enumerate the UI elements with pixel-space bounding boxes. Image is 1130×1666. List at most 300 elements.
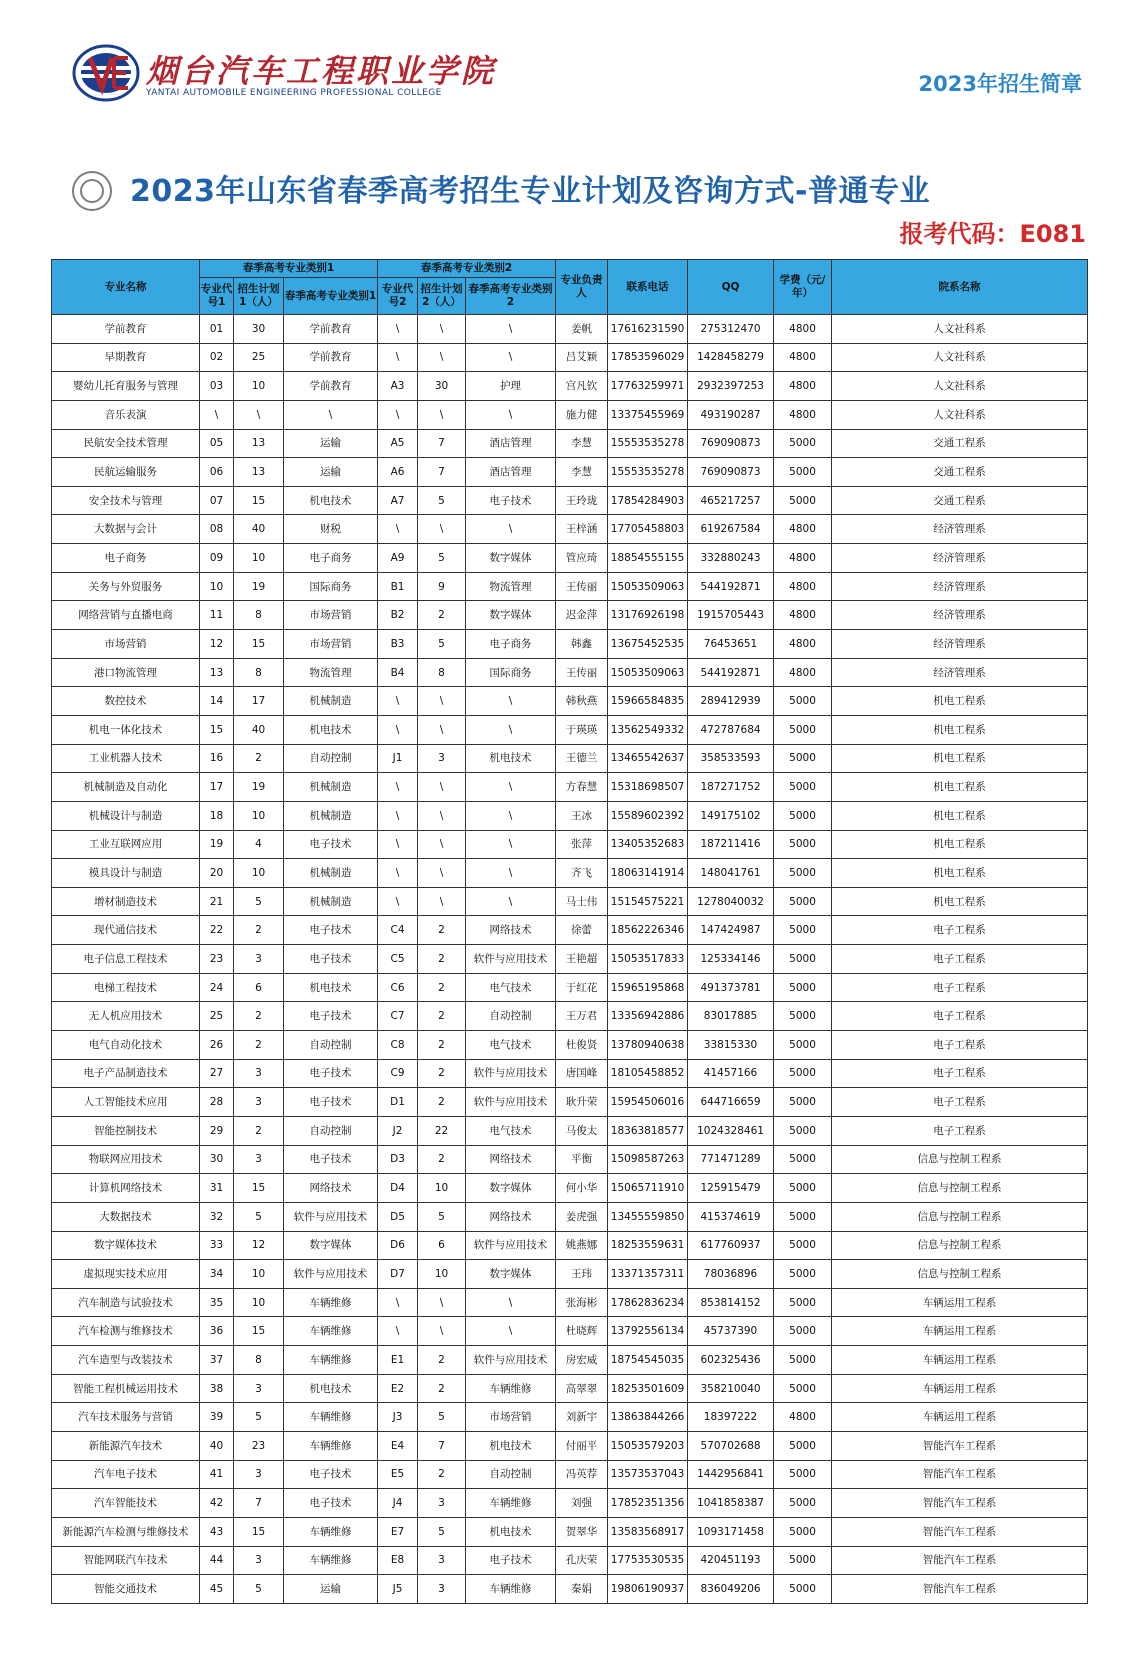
cell-qq: 602325436 bbox=[688, 1346, 774, 1375]
cell-plan2: 5 bbox=[418, 1202, 466, 1231]
cell-major: 物联网应用技术 bbox=[52, 1145, 200, 1174]
cell-cat2: \ bbox=[466, 773, 556, 802]
table-row bbox=[52, 1431, 1088, 1460]
table-row bbox=[52, 1260, 1088, 1289]
cell-code1: 45 bbox=[200, 1575, 234, 1604]
table-row bbox=[52, 1346, 1088, 1375]
cell-major: 电气自动化技术 bbox=[52, 1031, 200, 1060]
cell-phone: 17854284903 bbox=[608, 486, 688, 515]
cell-manager: 王冰 bbox=[556, 801, 608, 830]
cell-plan1: 3 bbox=[234, 1145, 284, 1174]
cell-major: 港口物流管理 bbox=[52, 658, 200, 687]
cell-plan1: 5 bbox=[234, 887, 284, 916]
cell-major: 大数据与会计 bbox=[52, 515, 200, 544]
cell-fee: 5000 bbox=[774, 1002, 832, 1031]
cell-cat2: 国际商务 bbox=[466, 658, 556, 687]
cell-fee: 5000 bbox=[774, 429, 832, 458]
cell-dept: 机电工程系 bbox=[832, 887, 1088, 916]
cell-plan1: 3 bbox=[234, 945, 284, 974]
cell-dept: 信息与控制工程系 bbox=[832, 1260, 1088, 1289]
cell-cat2: 酒店管理 bbox=[466, 429, 556, 458]
cell-cat1: 车辆维修 bbox=[284, 1346, 378, 1375]
cell-phone: 18562226346 bbox=[608, 916, 688, 945]
cell-plan2: \ bbox=[418, 773, 466, 802]
cell-manager: 张萍 bbox=[556, 830, 608, 859]
cell-qq: 1024328461 bbox=[688, 1116, 774, 1145]
cell-code1: 24 bbox=[200, 973, 234, 1002]
cell-fee: 5000 bbox=[774, 887, 832, 916]
cell-cat2: \ bbox=[466, 859, 556, 888]
cell-plan2: 30 bbox=[418, 372, 466, 401]
cell-manager: 耿升荣 bbox=[556, 1088, 608, 1117]
cell-major: 大数据技术 bbox=[52, 1202, 200, 1231]
cell-cat1: 机械制造 bbox=[284, 887, 378, 916]
cell-major: 汽车智能技术 bbox=[52, 1489, 200, 1518]
cell-manager: 韩鑫 bbox=[556, 630, 608, 659]
cell-plan1: 15 bbox=[234, 630, 284, 659]
cell-cat2: 电气技术 bbox=[466, 1031, 556, 1060]
table-row bbox=[52, 1002, 1088, 1031]
cell-phone: 13675452535 bbox=[608, 630, 688, 659]
cell-code2: C5 bbox=[378, 945, 418, 974]
cell-cat1: 车辆维修 bbox=[284, 1517, 378, 1546]
cell-manager: 方春慧 bbox=[556, 773, 608, 802]
cell-qq: 1442956841 bbox=[688, 1460, 774, 1489]
cell-major: 市场营销 bbox=[52, 630, 200, 659]
cell-plan2: 8 bbox=[418, 658, 466, 687]
cell-fee: 5000 bbox=[774, 1431, 832, 1460]
cell-manager: 平衡 bbox=[556, 1145, 608, 1174]
cell-manager: 张海彬 bbox=[556, 1288, 608, 1317]
cell-plan2: 5 bbox=[418, 630, 466, 659]
cell-qq: 836049206 bbox=[688, 1575, 774, 1604]
cell-code1: 03 bbox=[200, 372, 234, 401]
cell-fee: 5000 bbox=[774, 1374, 832, 1403]
cell-phone: 18754545035 bbox=[608, 1346, 688, 1375]
cell-qq: 149175102 bbox=[688, 801, 774, 830]
cell-cat2: 软件与应用技术 bbox=[466, 945, 556, 974]
cell-phone: 13583568917 bbox=[608, 1517, 688, 1546]
cell-cat2: \ bbox=[466, 343, 556, 372]
cell-major: 汽车检测与维修技术 bbox=[52, 1317, 200, 1346]
cell-plan2: 7 bbox=[418, 429, 466, 458]
col-dept-header: 院系名称 bbox=[832, 260, 1088, 315]
cell-qq: 78036896 bbox=[688, 1260, 774, 1289]
cell-phone: 13465542637 bbox=[608, 744, 688, 773]
cell-plan2: 2 bbox=[418, 973, 466, 1002]
cell-code2: \ bbox=[378, 859, 418, 888]
cell-code2: C4 bbox=[378, 916, 418, 945]
cell-phone: 15053517833 bbox=[608, 945, 688, 974]
cell-qq: 619267584 bbox=[688, 515, 774, 544]
cell-major: 无人机应用技术 bbox=[52, 1002, 200, 1031]
cell-code2: E4 bbox=[378, 1431, 418, 1460]
cell-dept: 电子工程系 bbox=[832, 1002, 1088, 1031]
cell-code2: C6 bbox=[378, 973, 418, 1002]
cell-code2: J2 bbox=[378, 1116, 418, 1145]
cell-dept: 经济管理系 bbox=[832, 658, 1088, 687]
cell-plan2: 7 bbox=[418, 1431, 466, 1460]
cell-major: 机电一体化技术 bbox=[52, 715, 200, 744]
table-header-group-row bbox=[52, 260, 1088, 278]
cell-fee: 5000 bbox=[774, 1059, 832, 1088]
cell-qq: 853814152 bbox=[688, 1288, 774, 1317]
brochure-label: 2023年招生简章 bbox=[918, 72, 1082, 96]
cell-dept: 信息与控制工程系 bbox=[832, 1145, 1088, 1174]
cell-dept: 机电工程系 bbox=[832, 687, 1088, 716]
col-code1-header: 专业代号1 bbox=[200, 278, 234, 315]
cell-qq: 420451193 bbox=[688, 1546, 774, 1575]
cell-dept: 信息与控制工程系 bbox=[832, 1202, 1088, 1231]
cell-plan1: 7 bbox=[234, 1489, 284, 1518]
cell-dept: 机电工程系 bbox=[832, 859, 1088, 888]
cell-manager: 王德兰 bbox=[556, 744, 608, 773]
school-name-en: YANTAI AUTOMOBILE ENGINEERING PROFESSIONAL COLLEGE bbox=[146, 88, 442, 98]
cell-manager: 王梓涵 bbox=[556, 515, 608, 544]
cell-fee: 5000 bbox=[774, 1145, 832, 1174]
table-row bbox=[52, 658, 1088, 687]
cell-qq: 125334146 bbox=[688, 945, 774, 974]
cell-plan1: 2 bbox=[234, 1116, 284, 1145]
cell-phone: 17753530535 bbox=[608, 1546, 688, 1575]
cell-code1: 01 bbox=[200, 315, 234, 344]
table-row bbox=[52, 1231, 1088, 1260]
cell-major: 智能交通技术 bbox=[52, 1575, 200, 1604]
cell-fee: 5000 bbox=[774, 830, 832, 859]
cell-major: 虚拟现实技术应用 bbox=[52, 1260, 200, 1289]
cell-cat1: 电子技术 bbox=[284, 945, 378, 974]
cell-plan2: 22 bbox=[418, 1116, 466, 1145]
cell-plan2: 2 bbox=[418, 1031, 466, 1060]
cell-code2: D1 bbox=[378, 1088, 418, 1117]
cell-fee: 5000 bbox=[774, 1575, 832, 1604]
cell-qq: 544192871 bbox=[688, 658, 774, 687]
cell-cat1: 机械制造 bbox=[284, 687, 378, 716]
cell-plan1: 15 bbox=[234, 486, 284, 515]
cell-major: 早期教育 bbox=[52, 343, 200, 372]
cell-phone: 13176926198 bbox=[608, 601, 688, 630]
cell-major: 数控技术 bbox=[52, 687, 200, 716]
table-row bbox=[52, 601, 1088, 630]
cell-code1: 09 bbox=[200, 544, 234, 573]
cell-plan1: 2 bbox=[234, 1002, 284, 1031]
cell-code2: \ bbox=[378, 773, 418, 802]
cell-code2: \ bbox=[378, 515, 418, 544]
cell-cat2: 电子商务 bbox=[466, 630, 556, 659]
cell-fee: 5000 bbox=[774, 486, 832, 515]
cell-code2: B3 bbox=[378, 630, 418, 659]
cell-qq: 1093171458 bbox=[688, 1517, 774, 1546]
cell-plan1: 8 bbox=[234, 658, 284, 687]
cell-plan2: 3 bbox=[418, 1489, 466, 1518]
col-manager-header: 专业负责人 bbox=[556, 260, 608, 315]
cell-manager: 王万君 bbox=[556, 1002, 608, 1031]
table-row bbox=[52, 1546, 1088, 1575]
cell-code1: 41 bbox=[200, 1460, 234, 1489]
cell-cat1: 电子商务 bbox=[284, 544, 378, 573]
cell-cat2: 数字媒体 bbox=[466, 601, 556, 630]
cell-cat1: 电子技术 bbox=[284, 1489, 378, 1518]
cell-plan1: 5 bbox=[234, 1575, 284, 1604]
cell-manager: 管应琦 bbox=[556, 544, 608, 573]
cell-code2: \ bbox=[378, 400, 418, 429]
cell-manager: 宫凡钦 bbox=[556, 372, 608, 401]
cell-fee: 5000 bbox=[774, 1231, 832, 1260]
cell-qq: 187271752 bbox=[688, 773, 774, 802]
cell-cat1: 电子技术 bbox=[284, 1088, 378, 1117]
cell-qq: 465217257 bbox=[688, 486, 774, 515]
cell-cat1: 运输 bbox=[284, 458, 378, 487]
cell-code1: 19 bbox=[200, 830, 234, 859]
cell-plan2: 5 bbox=[418, 486, 466, 515]
cell-phone: 17852351356 bbox=[608, 1489, 688, 1518]
cell-major: 电子产品制造技术 bbox=[52, 1059, 200, 1088]
cell-phone: 15098587263 bbox=[608, 1145, 688, 1174]
cell-cat1: 车辆维修 bbox=[284, 1288, 378, 1317]
cell-cat1: \ bbox=[284, 400, 378, 429]
cell-fee: 4800 bbox=[774, 515, 832, 544]
cell-cat2: \ bbox=[466, 315, 556, 344]
cell-cat1: 财税 bbox=[284, 515, 378, 544]
cell-cat1: 市场营销 bbox=[284, 630, 378, 659]
cell-major: 关务与外贸服务 bbox=[52, 572, 200, 601]
cell-major: 网络营销与直播电商 bbox=[52, 601, 200, 630]
cell-manager: 杜晓辉 bbox=[556, 1317, 608, 1346]
table-row bbox=[52, 1174, 1088, 1203]
cell-manager: 李慧 bbox=[556, 429, 608, 458]
cell-fee: 5000 bbox=[774, 1546, 832, 1575]
cell-fee: 4800 bbox=[774, 630, 832, 659]
school-name-cn: 烟台汽车工程职业学院 bbox=[146, 52, 497, 90]
cell-phone: 13375455969 bbox=[608, 400, 688, 429]
cell-fee: 5000 bbox=[774, 1489, 832, 1518]
cell-cat1: 车辆维修 bbox=[284, 1546, 378, 1575]
cell-dept: 车辆运用工程系 bbox=[832, 1374, 1088, 1403]
cell-fee: 5000 bbox=[774, 801, 832, 830]
cell-phone: 15553535278 bbox=[608, 429, 688, 458]
cell-code1: 21 bbox=[200, 887, 234, 916]
cell-plan1: 8 bbox=[234, 1346, 284, 1375]
cell-dept: 电子工程系 bbox=[832, 1116, 1088, 1145]
cell-code1: 37 bbox=[200, 1346, 234, 1375]
cell-qq: 491373781 bbox=[688, 973, 774, 1002]
cell-dept: 电子工程系 bbox=[832, 973, 1088, 1002]
cell-code1: 12 bbox=[200, 630, 234, 659]
cell-qq: 472787684 bbox=[688, 715, 774, 744]
cell-fee: 5000 bbox=[774, 1260, 832, 1289]
cell-dept: 经济管理系 bbox=[832, 601, 1088, 630]
table-row bbox=[52, 458, 1088, 487]
cell-code1: 05 bbox=[200, 429, 234, 458]
table-row bbox=[52, 1403, 1088, 1432]
cell-manager: 刘强 bbox=[556, 1489, 608, 1518]
cell-qq: 771471289 bbox=[688, 1145, 774, 1174]
table-row bbox=[52, 630, 1088, 659]
cell-dept: 智能汽车工程系 bbox=[832, 1489, 1088, 1518]
cell-plan1: 40 bbox=[234, 715, 284, 744]
cell-plan1: 8 bbox=[234, 601, 284, 630]
cell-code2: B4 bbox=[378, 658, 418, 687]
cell-plan1: \ bbox=[234, 400, 284, 429]
table-row bbox=[52, 1460, 1088, 1489]
table-row bbox=[52, 1374, 1088, 1403]
cell-phone: 18854555155 bbox=[608, 544, 688, 573]
cell-dept: 人文社科系 bbox=[832, 315, 1088, 344]
cell-fee: 5000 bbox=[774, 1288, 832, 1317]
table-row bbox=[52, 887, 1088, 916]
cell-phone: 13863844266 bbox=[608, 1403, 688, 1432]
cell-code1: 23 bbox=[200, 945, 234, 974]
table-body bbox=[52, 315, 1088, 1604]
cell-major: 电子商务 bbox=[52, 544, 200, 573]
cell-qq: 148041761 bbox=[688, 859, 774, 888]
cell-code1: 25 bbox=[200, 1002, 234, 1031]
cell-cat1: 电子技术 bbox=[284, 1145, 378, 1174]
cell-cat1: 网络技术 bbox=[284, 1174, 378, 1203]
col-plan1-header: 招生计划1（人） bbox=[234, 278, 284, 315]
cell-cat1: 机械制造 bbox=[284, 801, 378, 830]
cell-code2: D5 bbox=[378, 1202, 418, 1231]
cell-plan2: 3 bbox=[418, 1546, 466, 1575]
cell-phone: 15154575221 bbox=[608, 887, 688, 916]
cell-major: 汽车制造与试验技术 bbox=[52, 1288, 200, 1317]
cell-cat1: 电子技术 bbox=[284, 916, 378, 945]
cell-cat2: \ bbox=[466, 515, 556, 544]
cell-cat1: 物流管理 bbox=[284, 658, 378, 687]
cell-code2: J5 bbox=[378, 1575, 418, 1604]
cell-phone: 18363818577 bbox=[608, 1116, 688, 1145]
cell-plan2: 5 bbox=[418, 544, 466, 573]
cell-qq: 45737390 bbox=[688, 1317, 774, 1346]
cell-dept: 电子工程系 bbox=[832, 1059, 1088, 1088]
cell-major: 现代通信技术 bbox=[52, 916, 200, 945]
group1-header: 春季高考专业类别1 bbox=[200, 260, 378, 278]
cell-fee: 4800 bbox=[774, 315, 832, 344]
cell-plan2: 9 bbox=[418, 572, 466, 601]
cell-plan2: 2 bbox=[418, 1346, 466, 1375]
cell-major: 工业互联网应用 bbox=[52, 830, 200, 859]
cell-fee: 4800 bbox=[774, 544, 832, 573]
cell-plan2: 5 bbox=[418, 1403, 466, 1432]
cell-code2: \ bbox=[378, 343, 418, 372]
cell-qq: 1915705443 bbox=[688, 601, 774, 630]
cell-code2: \ bbox=[378, 830, 418, 859]
cell-plan2: 6 bbox=[418, 1231, 466, 1260]
cell-plan2: \ bbox=[418, 715, 466, 744]
cell-phone: 13562549332 bbox=[608, 715, 688, 744]
cell-cat1: 机电技术 bbox=[284, 1374, 378, 1403]
cell-code2: E7 bbox=[378, 1517, 418, 1546]
cell-plan2: \ bbox=[418, 830, 466, 859]
cell-plan1: 13 bbox=[234, 458, 284, 487]
cell-cat1: 学前教育 bbox=[284, 372, 378, 401]
cell-code2: D4 bbox=[378, 1174, 418, 1203]
cell-qq: 493190287 bbox=[688, 400, 774, 429]
table-row bbox=[52, 1088, 1088, 1117]
cell-code2: A7 bbox=[378, 486, 418, 515]
cell-phone: 15053579203 bbox=[608, 1431, 688, 1460]
cell-cat2: 网络技术 bbox=[466, 1145, 556, 1174]
cell-manager: 王传丽 bbox=[556, 572, 608, 601]
cell-dept: 人文社科系 bbox=[832, 343, 1088, 372]
cell-major: 民航安全技术管理 bbox=[52, 429, 200, 458]
cell-code1: 34 bbox=[200, 1260, 234, 1289]
group2-header: 春季高考专业类别2 bbox=[378, 260, 556, 278]
cell-major: 汽车造型与改装技术 bbox=[52, 1346, 200, 1375]
cell-plan1: 12 bbox=[234, 1231, 284, 1260]
cell-cat1: 机电技术 bbox=[284, 486, 378, 515]
cell-qq: 2932397253 bbox=[688, 372, 774, 401]
cell-dept: 机电工程系 bbox=[832, 773, 1088, 802]
cell-cat1: 学前教育 bbox=[284, 315, 378, 344]
cell-code1: \ bbox=[200, 400, 234, 429]
cell-plan1: 6 bbox=[234, 973, 284, 1002]
table-row bbox=[52, 945, 1088, 974]
cell-major: 增材制造技术 bbox=[52, 887, 200, 916]
cell-dept: 交通工程系 bbox=[832, 486, 1088, 515]
cell-qq: 644716659 bbox=[688, 1088, 774, 1117]
cell-manager: 王玲珑 bbox=[556, 486, 608, 515]
cell-code2: E1 bbox=[378, 1346, 418, 1375]
cell-code2: B1 bbox=[378, 572, 418, 601]
cell-major: 人工智能技术应用 bbox=[52, 1088, 200, 1117]
cell-code1: 17 bbox=[200, 773, 234, 802]
cell-qq: 18397222 bbox=[688, 1403, 774, 1432]
cell-plan1: 10 bbox=[234, 801, 284, 830]
col-cat2-header: 春季高考专业类别2 bbox=[466, 278, 556, 315]
cell-manager: 王玮 bbox=[556, 1260, 608, 1289]
cell-fee: 5000 bbox=[774, 1116, 832, 1145]
cell-major: 民航运输服务 bbox=[52, 458, 200, 487]
college-emblem-icon bbox=[72, 44, 142, 102]
cell-code1: 02 bbox=[200, 343, 234, 372]
cell-code1: 30 bbox=[200, 1145, 234, 1174]
cell-major: 计算机网络技术 bbox=[52, 1174, 200, 1203]
cell-plan1: 10 bbox=[234, 372, 284, 401]
cell-code2: A5 bbox=[378, 429, 418, 458]
cell-plan2: 2 bbox=[418, 601, 466, 630]
cell-manager: 马士伟 bbox=[556, 887, 608, 916]
cell-fee: 5000 bbox=[774, 1202, 832, 1231]
cell-plan2: \ bbox=[418, 1288, 466, 1317]
cell-plan2: \ bbox=[418, 400, 466, 429]
cell-code1: 07 bbox=[200, 486, 234, 515]
cell-fee: 5000 bbox=[774, 916, 832, 945]
cell-code2: A6 bbox=[378, 458, 418, 487]
table-row bbox=[52, 1202, 1088, 1231]
cell-plan2: \ bbox=[418, 887, 466, 916]
cell-code2: E8 bbox=[378, 1546, 418, 1575]
cell-fee: 5000 bbox=[774, 715, 832, 744]
table-row bbox=[52, 973, 1088, 1002]
table-row bbox=[52, 916, 1088, 945]
cell-dept: 电子工程系 bbox=[832, 945, 1088, 974]
cell-major: 汽车电子技术 bbox=[52, 1460, 200, 1489]
cell-major: 新能源汽车技术 bbox=[52, 1431, 200, 1460]
cell-fee: 4800 bbox=[774, 658, 832, 687]
cell-cat1: 自动控制 bbox=[284, 1031, 378, 1060]
cell-major: 数字媒体技术 bbox=[52, 1231, 200, 1260]
table-row bbox=[52, 1031, 1088, 1060]
cell-plan2: 2 bbox=[418, 945, 466, 974]
cell-plan1: 13 bbox=[234, 429, 284, 458]
cell-cat2: 护理 bbox=[466, 372, 556, 401]
cell-code1: 08 bbox=[200, 515, 234, 544]
cell-plan2: 7 bbox=[418, 458, 466, 487]
col-code2-header: 专业代号2 bbox=[378, 278, 418, 315]
cell-code1: 40 bbox=[200, 1431, 234, 1460]
cell-fee: 5000 bbox=[774, 1174, 832, 1203]
